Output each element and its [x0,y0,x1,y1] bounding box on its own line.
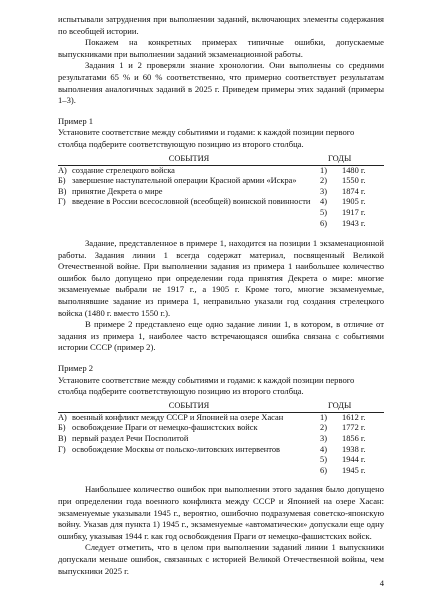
event-row: А) военный конфликт между СССР и Японией на озере Хасан [58,412,284,422]
example2-col-events: СОБЫТИЯ [168,400,210,410]
year-row: 6) 1943 г. [320,218,366,228]
event-row: Г) освобождение Москвы от польско-литовских интервентов [58,444,280,454]
document-page [58,14,384,577]
example2-table [58,401,384,477]
example1-col-events: СОБЫТИЯ [168,153,210,163]
example1-instruction: Установите соответствие между событиями и годами: к каждой позиции первого столбца подберите соответствующую позицию из второго столбца. [58,127,355,149]
year-row: 5) 1917 г. [320,207,366,217]
event-row: Б) освобождение Праги от немецко-фашистских войск [58,423,258,433]
event-row: Б) завершение наступательной операции Красной армии «Искра» [58,176,297,186]
example1-col-years: ГОДЫ [328,153,352,163]
event-row: А) создание стрелецкого войска [58,165,175,175]
year-row: 3) 1856 г. [320,434,366,443]
event-row: В) первый раздел Речи Посполитой [58,434,189,443]
intro-paragraph-2: Покажем на конкретных примерах типичные ошибки, допускаемые выпускниками при выполнении заданий экзаменационной работы. [58,37,384,59]
intro-paragraph-3: Задания 1 и 2 проверяли знание хронологии. Они выполнены со средними результатами 65 % и 60 % соответственно, что примерно соответствует результатам выполнения аналогичных заданий в 2025 г. Приведем примеры этих заданий (примеры 1–3). [58,60,384,106]
event-row: Г) введение в России всесословной (всеобщей) воинской повинности [58,197,311,207]
analysis1-paragraph-1: Задание, представленное в примере 1, находится на позиции 1 экзаменационной работы. Задания линии 1 всегда содержат материал, посвященный Великой Отечественной войне. При выполнении задания из примера 1 наибольшее количество ошибок было допущено при определении года принятия Декрета о мире: многие экзаменуемые выбрали не 1917 г., а 1905 г. Кроме того, многие экзаменуемые, выполнявшие задание из примера 1, неправильно указали год создания стрелецкого войска (1480 г. вместо 1550 г.). [58,238,384,318]
page-number: 4 [379,578,384,588]
year-row: 5) 1944 г. [320,455,366,465]
year-row: 4) 1905 г. [320,197,366,207]
example1-title: Пример 1 [58,115,94,126]
year-row: 2) 1772 г. [320,423,366,433]
example1-table [58,154,384,230]
example2-instruction: Установите соответствие между событиями и годами: к каждой позиции первого столбца подберите соответствующую позицию из второго столбца. [58,374,355,397]
year-row: 1) 1480 г. [320,165,366,175]
analysis1-paragraph-2: В примере 2 представлено еще одно задание линии 1, в котором, в отличие от задания из примера 1, наиболее часто встречающаяся ошибка связана с событиями истории СССР (пример 2). [58,319,384,353]
event-row: В) принятие Декрета о мире [58,186,163,196]
intro-paragraph-1: испытывали затруднения при выполнении заданий, включающих элементы содержания по всеобщей истории. [58,14,384,36]
example2-col-years: ГОДЫ [328,400,352,410]
year-row: 3) 1874 г. [320,186,366,196]
year-row: 4) 1938 г. [320,444,366,454]
analysis2-paragraph-2: Следует отметить, что в целом при выполнении заданий линии 1 выпускники допускали меньше ошибок, связанных с историей Великой Отечественной войны, чем выпускники 2025 г. [58,542,384,576]
year-row: 1) 1612 г. [320,412,366,422]
example2-title: Пример 2 [58,363,94,374]
year-row: 6) 1945 г. [320,465,366,475]
analysis2-paragraph-1: Наибольшее количество ошибок при выполнении этого задания было допущено при определении года военного конфликта между СССР и Японией на озере Хасан: экзаменуемые указывали 1945 г., вероятно, ошибочно подразумевая советско-японскую войну. Указав для пункта 1) 1945 г., экзаменуемые «автоматически» допускали еще одну ошибку, указывая 1944 г. как год освобождения Праги от немецко-фашистских войск. [58,484,384,541]
year-row: 2) 1550 г. [320,176,366,186]
